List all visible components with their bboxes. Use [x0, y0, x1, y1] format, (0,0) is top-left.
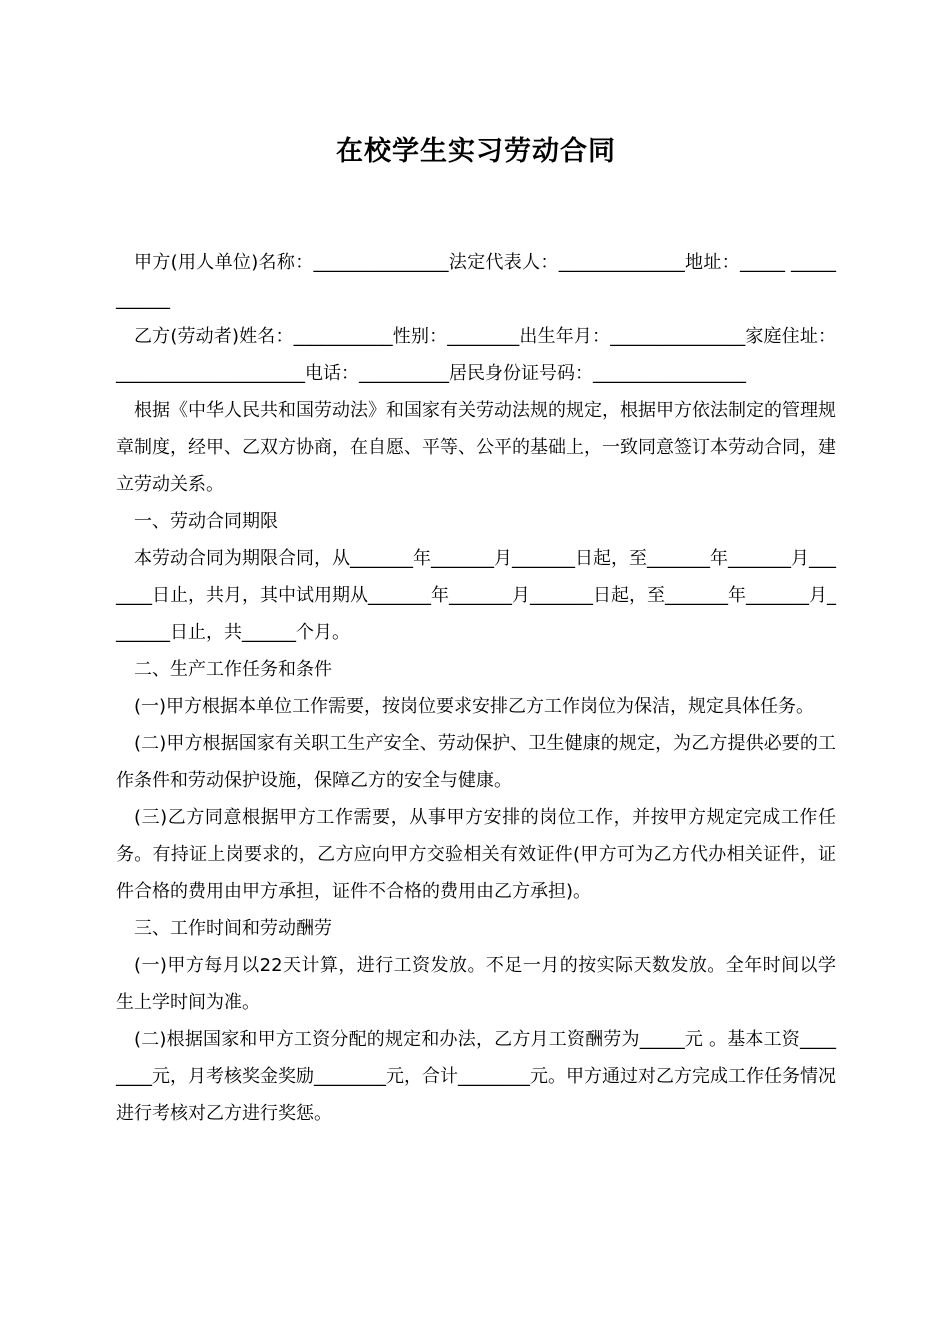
section-heading-tasks: 二、生产工作任务和条件	[134, 659, 332, 680]
page-title: 在校学生实习劳动合同	[336, 136, 616, 167]
tasks-clause-2: (二)甲方根据国家有关职工生产安全、劳动保护、卫生健康的规定，为乙方提供必要的工作条件和劳动保护设施，保障乙方的安全与健康。	[116, 733, 836, 791]
section-heading-term: 一、劳动合同期限	[134, 511, 278, 532]
tasks-clause-1: (一)甲方根据本单位工作需要，按岗位要求安排乙方工作岗位为保洁，规定具体任务。	[134, 696, 815, 717]
document-body	[116, 244, 836, 1132]
party-a-info: 甲方(用人单位)名称：_______________法定代表人：______________地址：_____ ___________	[116, 252, 836, 310]
preamble-paragraph: 根据《中华人民共和国劳动法》和国家有关劳动法规的规定，根据甲方依法制定的管理规章制度，经甲、乙双方协商，在自愿、平等、公平的基础上，一致同意签订本劳动合同，建立劳动关系。	[116, 400, 836, 495]
term-paragraph: 本劳动合同为期限合同，从_______年_______月_______日起，至_______年_______月_______日止，共月，其中试用期从_______年_______月_______日起，至_______年_______月_______日止，共______个月。	[116, 548, 836, 643]
worktime-clause-2: (二)根据国家和甲方工资分配的规定和办法，乙方月工资酬劳为_____元 。基本工资________元，月考核奖金奖励________元，合计________元。甲方通过对乙方完成工作任务情况进行考核对乙方进行奖惩。	[116, 1029, 836, 1124]
party-b-info: 乙方(劳动者)姓名：___________性别：________出生年月：_______________家庭住址：_____________________电话：__________居民身份证号码：_________________	[116, 326, 836, 384]
worktime-clause-1: (一)甲方每月以22天计算，进行工资发放。不足一月的按实际天数发放。全年时间以学生上学时间为准。	[116, 955, 836, 1013]
tasks-clause-3: (三)乙方同意根据甲方工作需要，从事甲方安排的岗位工作，并按甲方规定完成工作任务。有持证上岗要求的，乙方应向甲方交验相关有效证件(甲方可为乙方代办相关证件，证件合格的费用由甲方承担，证件不合格的费用由乙方承担)。	[116, 807, 836, 902]
section-heading-worktime: 三、工作时间和劳动酬劳	[134, 918, 332, 939]
